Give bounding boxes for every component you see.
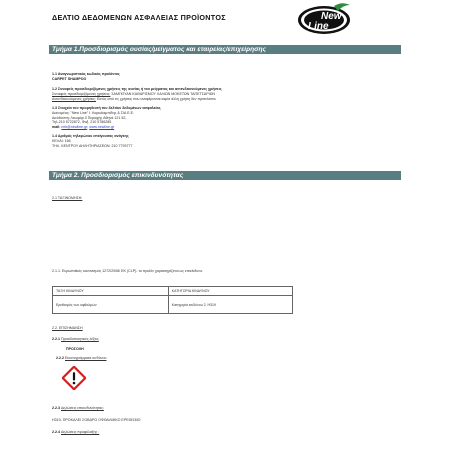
table-header-cell: ΚΑΤΗΓΟΡΙΑ ΚΙΝΔΥΝΟΥ [168,287,292,296]
s211-text: 2.1.1. Ευρωπαϊκός κανονισμός 1272/2008/ ΕΚ (CLP)- το προϊόν χαρακτηρίζεται ως επικίνδυνο. [52,269,204,273]
s13-heading: 1.3 Στοιχεία του προμηθευτή του δελτίου δεδομένων ασφαλείας [52,106,161,110]
s222-line [56,356,106,360]
uses-advised-against-label: Αντενδεικνυόμενες χρήσεις: [52,97,96,101]
s223-text: Δηλώσεις επικινδυνότητας: [61,406,104,410]
product-identifier: CARPET SHAMPOO [52,77,87,81]
supplier-contact [52,125,114,129]
s224-label: 2.2.4 [52,430,61,434]
signal-word: ΠΡΟΣΟΧΗ [66,347,84,351]
s224-line [52,430,99,434]
uses-advised-against-value: Εκτός από τις χρήσεις που αναφέρονται καμία άλλη χρήση δεν προτείνεται. [96,97,217,101]
supplier-phone: Τηλ.210 5722872, Φαξ. 210 5786285 [52,120,112,124]
web-separator: ; [87,124,90,129]
supplier-address: Διεύθυνση: Λεωφόρ.3 Περιοχής Αθηνά 121 52, [52,115,127,120]
s222-text: Εικονογράμματα κινδύνου [65,356,107,360]
s22-heading: 2.2. ΕΠΙΣΗΜΑΝΣΗ [52,326,83,330]
website-link[interactable]: www.newline.gr [89,124,115,129]
s14-heading: 1.4 Αριθμός τηλεφώνου επείγουσας ανάγκης [52,134,129,138]
hazard-classification-table [52,286,293,314]
s21-heading: 2.1 ΤΑΞΙΝΟΜΗΣΗ: [52,196,83,200]
exclamation-mark-hazard-icon [62,366,86,390]
s12-heading: 1.2 Συναφείς προσδιοριζόμενες χρήσεις της ουσίας ή του μείγματος και αντενδεικνυόμενες χρήσεις [52,87,222,91]
identified-uses-label: Συναφείς προσδιοριζόμενες χρήσεις: [52,92,111,96]
identified-uses [52,92,215,96]
s221-text: Προειδοποιητικές λέξεις [61,337,99,341]
new-line-logo [296,2,352,36]
identified-uses-value: ΣΑΜΠΟΥΑΝ ΚΑΘΑΡΙΣΜΟΥ ΧΑΛΙΩΝ ΜΟΚΕΤΩΝ ΤΑΠΕΤΣΑΡΙΩΝ [110,92,216,96]
table-cell: Κατηγορία κινδύνου 2, Η319 [168,296,292,314]
s221-line [52,337,99,341]
s223-label: 2.2.3 [52,406,61,410]
table-header-row [53,287,293,296]
emergency-line-2: ΤΗΛ. ΚΕΝΤΡΟΥ ΔΗΛΗΤΗΡΙΑΣΕΩΝ: 210 7793777 [52,143,133,148]
s224-text: Δηλώσεις προφύλαξης : [61,430,100,434]
svg-text:New: New [321,11,342,22]
email-link[interactable]: info@newline.gr [61,124,88,129]
table-cell: Ερεθισμός των οφθαλμών [53,296,169,314]
s11-heading: 1.1 Αναγνωριστικός κωδικός προϊόντος [52,72,120,76]
table-row [53,296,293,314]
s222-label: 2.2.2 [56,356,65,360]
uses-advised-against [52,97,216,101]
table-header-cell: ΤΑΞΗ ΚΙΝΔΥΝΟΥ [53,287,169,296]
supplier-distributor: Διανομέας: "New Line" Ι. Καραλιαμπίδης & ΣΙΑ Ε.Ε. [52,111,134,115]
s223-line [52,406,104,410]
svg-text:Line: Line [308,21,329,32]
emergency-line-1: ΚΕΛΑΙ: 166 [52,139,71,143]
s221-label: 2.2.1 [52,337,61,341]
section-2-header: Τμήμα 2. Προσδιορισμός επικινδυνότητας [49,171,401,180]
hazard-statement-h319: Η319- ΠΡΟΚΑΛΕΙ ΣΟΒΑΡΟ ΟΦΘΑΛΜΙΚΟ ΕΡΕΘΙΣΜΟ [52,418,141,422]
mail-label: mail: [52,124,62,129]
document-title: ΔΕΛΤΙΟ ΔΕΔΟΜΕΝΩΝ ΑΣΦΑΛΕΙΑΣ ΠΡΟΪΟΝΤΟΣ [52,13,226,22]
section-1-header: Τμήμα 1.Προσδιορισμός ουσίας/μείγματος και εταιρείας/επιχείρησης [49,45,401,54]
